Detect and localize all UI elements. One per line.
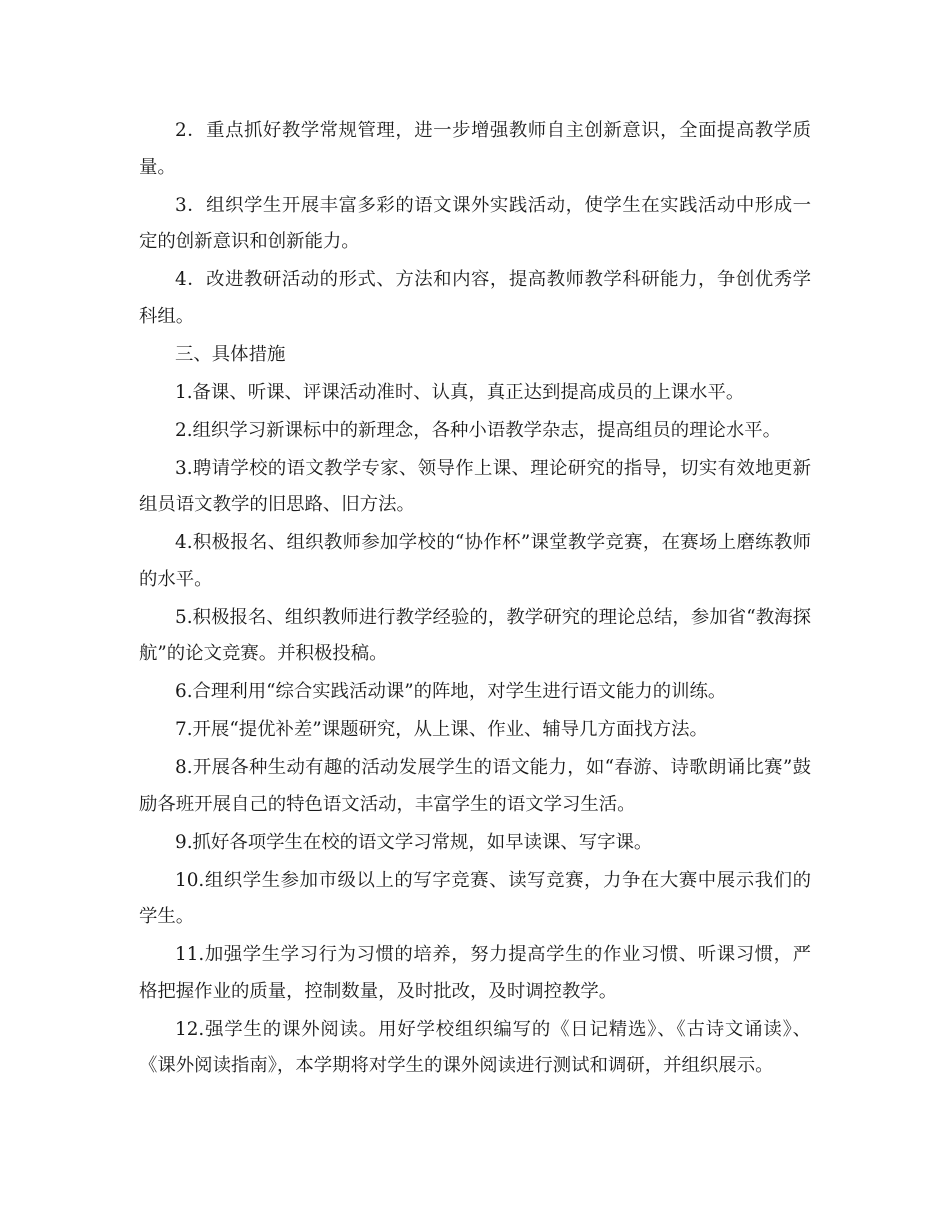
document-body bbox=[139, 113, 811, 1086]
paragraph-measure-9: 9.抓好各项学生在校的语文学习常规，如早读课、写字课。 bbox=[175, 831, 653, 853]
paragraph-measure-5: 5.积极报名、组织教师进行教学经验的，教学研究的理论总结，参加省“教海探航”的论文竞赛。并积极投稿。 bbox=[139, 606, 811, 664]
paragraph-measure-11: 11.加强学生学习行为习惯的培养，努力提高学生的作业习惯、听课习惯，严格把握作业的质量，控制数量，及时批改，及时调控教学。 bbox=[139, 944, 811, 1002]
paragraph-goal-2: 2．重点抓好教学常规管理，进一步增强教师自主创新意识，全面提高教学质量。 bbox=[139, 120, 811, 178]
paragraph-measure-8: 8.开展各种生动有趣的活动发展学生的语文能力，如“春游、诗歌朗诵比赛”鼓励各班开展自己的特色语文活动，丰富学生的语文学习生活。 bbox=[139, 757, 811, 815]
section-heading-measures: 三、具体措施 bbox=[175, 343, 286, 365]
paragraph-goal-3: 3．组织学生开展丰富多彩的语文课外实践活动，使学生在实践活动中形成一定的创新意识和创新能力。 bbox=[139, 194, 811, 252]
paragraph-measure-1: 1.备课、听课、评课活动准时、认真，真正达到提高成员的上课水平。 bbox=[175, 381, 745, 403]
paragraph-measure-6: 6.合理利用“综合实践活动课”的阵地，对学生进行语文能力的训练。 bbox=[175, 681, 727, 702]
paragraph-measure-3: 3.聘请学校的语文教学专家、领导作上课、理论研究的指导，切实有效地更新组员语文教学的旧思路、旧方法。 bbox=[139, 457, 811, 515]
paragraph-measure-4: 4.积极报名、组织教师参加学校的“协作杯”课堂教学竞赛，在赛场上磨练教师的水平。 bbox=[139, 532, 811, 590]
paragraph-measure-2: 2.组织学习新课标中的新理念，各种小语教学杂志，提高组员的理论水平。 bbox=[175, 419, 782, 441]
paragraph-measure-12: 12.强学生的课外阅读。用好学校组织编写的《日记精选》、《古诗文诵读》、《课外阅读指南》，本学期将对学生的课外阅读进行测试和调研，并组织展示。 bbox=[139, 1018, 811, 1076]
paragraph-measure-7: 7.开展“提优补差”课题研究，从上课、作业、辅导几方面找方法。 bbox=[175, 719, 708, 740]
paragraph-measure-10: 10.组织学生参加市级以上的写字竞赛、读写竞赛，力争在大赛中展示我们的学生。 bbox=[139, 869, 811, 927]
paragraph-goal-4: 4．改进教研活动的形式、方法和内容，提高教师教学科研能力，争创优秀学科组。 bbox=[139, 269, 811, 327]
